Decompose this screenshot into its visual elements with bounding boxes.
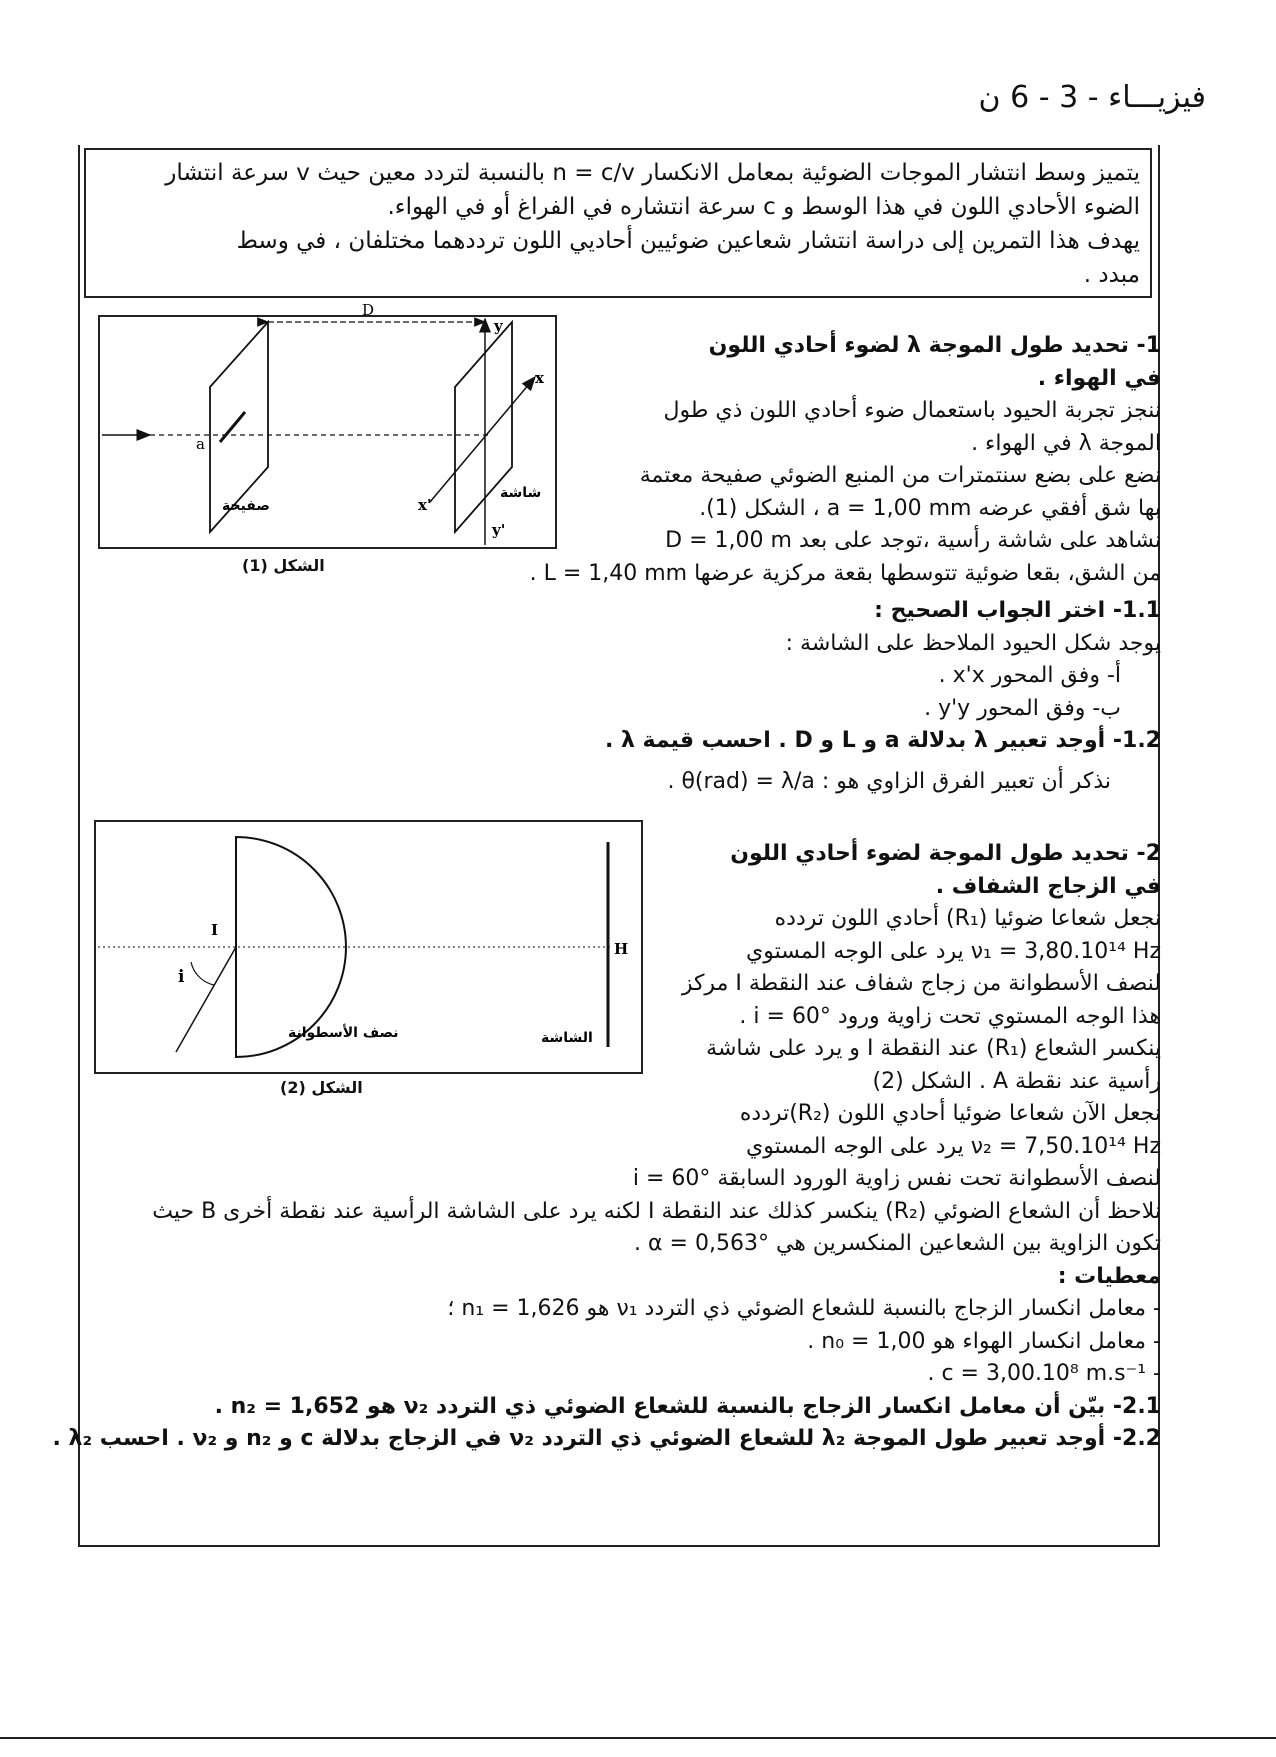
part1-line: نشاهد على شاشة رأسية ،توجد على بعد D = 1,00 m xyxy=(665,528,1161,553)
intro-line: يتميز وسط انتشار الموجات الضوئية بمعامل الانكسار n = c/v بالنسبة لتردد معين حيث v سرعة انتشار xyxy=(165,160,1140,186)
part1-line: ننجز تجربة الحيود باستعمال ضوء أحادي اللون ذي طول xyxy=(663,398,1161,423)
part1-line: نضع على بضع سنتمترات من المنبع الضوئي صفيحة معتمة xyxy=(639,463,1161,488)
part2-full-text xyxy=(52,1163,1161,1456)
question-1-1: 1.1- اختر الجواب الصحيح : xyxy=(874,598,1161,623)
diffraction-diagram xyxy=(100,301,555,547)
label-y-prime: y' xyxy=(492,521,506,539)
label-a: a xyxy=(196,435,205,453)
part2-line: ينكسر الشعاع (R₁) عند النقطة I و يرد على شاشة xyxy=(706,1036,1161,1061)
part2-line: لنصف الأسطوانة تحت نفس زاوية الورود السابقة i = 60° xyxy=(632,1166,1161,1191)
part1-questions xyxy=(121,595,1161,798)
part2-line: هذا الوجه المستوي تحت زاوية ورود i = 60° . xyxy=(739,1003,1161,1029)
part1-text xyxy=(511,330,1161,590)
intro-line: الضوء الأحادي اللون في هذا الوسط و c سرعة انتشاره في الفراغ أو في الهواء. xyxy=(387,194,1140,220)
question-2-2: 2.2- أوجد تعبير طول الموجة λ₂ للشعاع الضوئي ذي التردد ν₂ في الزجاج بدلالة c و n₂ و ν₂ . احسب λ₂ . xyxy=(52,1426,1161,1451)
part2-line: ν₂ = 7,50.10¹⁴ Hz يرد على الوجه المستوي xyxy=(746,1133,1161,1159)
label-plate: صفيحة xyxy=(222,498,270,514)
label-x-prime: x' xyxy=(418,496,432,514)
label-I: I xyxy=(211,921,219,939)
choice-a: أ- وفق المحور x'x . xyxy=(938,663,1121,688)
part2-text xyxy=(661,838,1161,1163)
question-1-2: 1.2- أوجد تعبير λ بدلالة a و L و D . احسب قيمة λ . xyxy=(604,728,1161,753)
figure-2-caption: الشكل (2) xyxy=(280,1078,363,1097)
incident-ray xyxy=(176,947,236,1052)
part2-line: لنصف الأسطوانة من زجاج شفاف عند النقطة I مركز xyxy=(681,971,1161,996)
part1-line: الموجة λ في الهواء . xyxy=(971,430,1161,456)
label-x: x xyxy=(535,369,544,387)
angular-spread-note: نذكر أن تعبير الفرق الزاوي هو : θ(rad) = λ/a . xyxy=(667,768,1111,794)
part2-heading-2: في الزجاج الشفاف . xyxy=(935,873,1161,899)
refraction-diagram xyxy=(96,822,641,1072)
part2-line: نجعل الآن شعاعا ضوئيا أحادي اللون (R₂)تردده xyxy=(739,1101,1161,1126)
figure-2 xyxy=(94,820,643,1074)
question-2-1: 2.1- بيّن أن معامل انكسار الزجاج بالنسبة للشعاع الضوئي ذي التردد ν₂ هو n₂ = 1,652 . xyxy=(214,1393,1161,1419)
part2-line: نلاحظ أن الشعاع الضوئي (R₂) ينكسر كذلك عند النقطة I لكنه يرد على الشاشة الرأسية عند نقطة أخرى B حيث xyxy=(152,1198,1161,1224)
intro-box xyxy=(84,148,1152,298)
label-half-cylinder: نصف الأسطوانة xyxy=(288,1025,399,1041)
data-title: معطيات : xyxy=(1057,1263,1161,1289)
part1-line: بها شق أفقي عرضه a = 1,00 mm ، الشكل (1). xyxy=(699,495,1161,521)
part2-line: رأسية عند نقطة A . الشكل (2) xyxy=(872,1068,1161,1094)
choice-b: ب- وفق المحور y'y . xyxy=(924,695,1121,721)
label-screen: شاشة xyxy=(500,485,542,501)
data-item: - معامل انكسار الزجاج بالنسبة للشعاع الضوئي ذي التردد ν₁ هو n₁ = 1,626 ؛ xyxy=(447,1296,1161,1321)
data-item: - c = 3,00.10⁸ m.s⁻¹ . xyxy=(927,1361,1161,1386)
figure-1 xyxy=(98,301,557,549)
bottom-rule xyxy=(0,1737,1276,1739)
figure-1-caption: الشكل (1) xyxy=(242,556,325,575)
label-H: H xyxy=(614,940,629,958)
part1-heading: 1- تحديد طول الموجة λ لضوء أحادي اللون xyxy=(708,333,1161,358)
intro-line: مبدد . xyxy=(1083,262,1140,288)
label-i: i xyxy=(178,967,185,987)
part1-line: من الشق، بقعا ضوئية تتوسطها بقعة مركزية عرضها L = 1,40 mm . xyxy=(529,560,1161,586)
label-D: D xyxy=(362,301,375,319)
page-header: فيزيـــاء - 3 - 6 ن xyxy=(978,80,1206,115)
question-1-1-stem: يوجد شكل الحيود الملاحظ على الشاشة : xyxy=(785,630,1161,656)
part2-line: تكون الزاوية بين الشعاعين المنكسرين هي α = 0,563° . xyxy=(634,1231,1161,1256)
label-screen-2: الشاشة xyxy=(541,1030,593,1046)
part2-heading: 2- تحديد طول الموجة لضوء أحادي اللون xyxy=(730,841,1161,866)
incidence-angle-arc xyxy=(191,962,214,985)
label-y: y xyxy=(494,317,503,335)
slit xyxy=(220,412,245,442)
part1-heading-2: في الهواء . xyxy=(1037,365,1161,391)
part2-line: نجعل شعاعا ضوئيا (R₁) أحادي اللون تردده xyxy=(774,906,1161,931)
intro-line: يهدف هذا التمرين إلى دراسة انتشار شعاعين ضوئيين أحاديي اللون ترددهما مختلفان ، في وسط xyxy=(236,228,1140,254)
data-item: - معامل انكسار الهواء هو n₀ = 1,00 . xyxy=(807,1328,1161,1354)
part2-line: ν₁ = 3,80.10¹⁴ Hz يرد على الوجه المستوي xyxy=(746,938,1161,964)
